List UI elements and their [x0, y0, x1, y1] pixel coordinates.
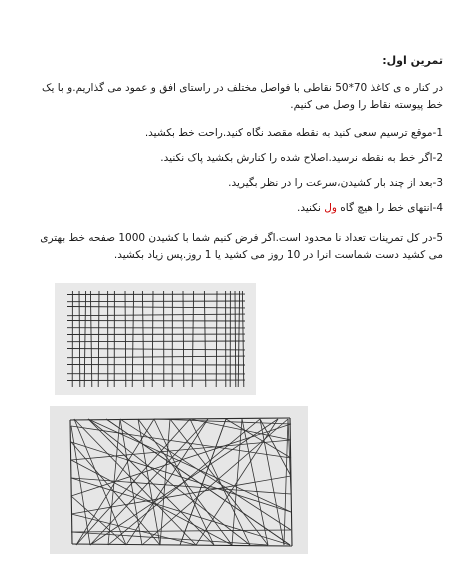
instruction-item-2: 2-اگر خط به نقطه نرسید.اصلاح شده را کنارش بکشید پاک نکنید. [160, 152, 443, 164]
sketch-line [204, 291, 205, 387]
instruction-item-5: 5-در کل تمرینات تعداد نا محدود است.اگر فرض کنیم شما با کشیدن 1000 صفحه خط بهتری می کشید دست شماست انرا در 10 روز می کشید یا 1 روز.پس زیاد بکشید. [40, 232, 443, 261]
grid-drawing-photo [55, 283, 256, 395]
sketch-line [132, 291, 133, 387]
sketch-line [142, 291, 143, 387]
sketch-line [67, 321, 245, 322]
sketch-line [67, 349, 245, 350]
sketch-line [154, 419, 291, 424]
item4-text-after: نکنید. [296, 202, 325, 214]
crossing-lines-drawing [50, 406, 308, 554]
sketch-line [67, 356, 245, 358]
sketch-line [192, 291, 193, 387]
sketch-line [142, 419, 288, 545]
sketch-line [71, 426, 90, 545]
item4-text-before: 4-انتهای خط را هیچ گاه [336, 202, 443, 214]
grid-lines-drawing [55, 283, 256, 395]
sketch-line [67, 307, 245, 308]
instruction-item-1: 1-موقع ترسیم سعی کنید به نقطه مقصد نگاه کنید.راحت خط بکشید. [144, 127, 443, 139]
sketch-line [71, 532, 268, 545]
sketch-line [90, 291, 91, 387]
sketch-line [238, 291, 239, 387]
exercise-title: تمرین اول: [382, 54, 443, 67]
sketch-line [71, 478, 290, 545]
sketch-line [190, 419, 250, 545]
sketch-line [79, 291, 80, 387]
sketch-line [125, 291, 126, 387]
instruction-item-3: 3-بعد از چند بار کشیدن،سرعت را در نظر بگیرید. [228, 177, 443, 189]
sketch-line [67, 341, 245, 342]
sketch-line [260, 419, 291, 476]
crossing-lines-drawing-photo [50, 406, 308, 554]
sketch-line [242, 291, 243, 387]
sketch-line [216, 291, 217, 387]
sketch-line [235, 291, 236, 387]
sketch-line [183, 291, 184, 387]
intro-paragraph: در کنار ه ی کاغذ 70*50 نقاطی با فواصل مختلف در راستای افق و عمود می گذاریم.و با یک خط پیوسته نقاط را وصل می کنیم. [42, 82, 443, 111]
instruction-item-4 [30, 200, 443, 217]
sketch-line [71, 426, 291, 458]
sketch-line [67, 365, 245, 366]
sketch-line [67, 301, 245, 302]
sketch-line [98, 291, 99, 387]
sketch-line [152, 291, 153, 387]
sketch-line [84, 291, 85, 387]
sketch-line [74, 419, 196, 545]
sketch-line [67, 314, 245, 316]
sketch-line [70, 420, 72, 544]
item4-highlight-word: ول [324, 202, 337, 214]
